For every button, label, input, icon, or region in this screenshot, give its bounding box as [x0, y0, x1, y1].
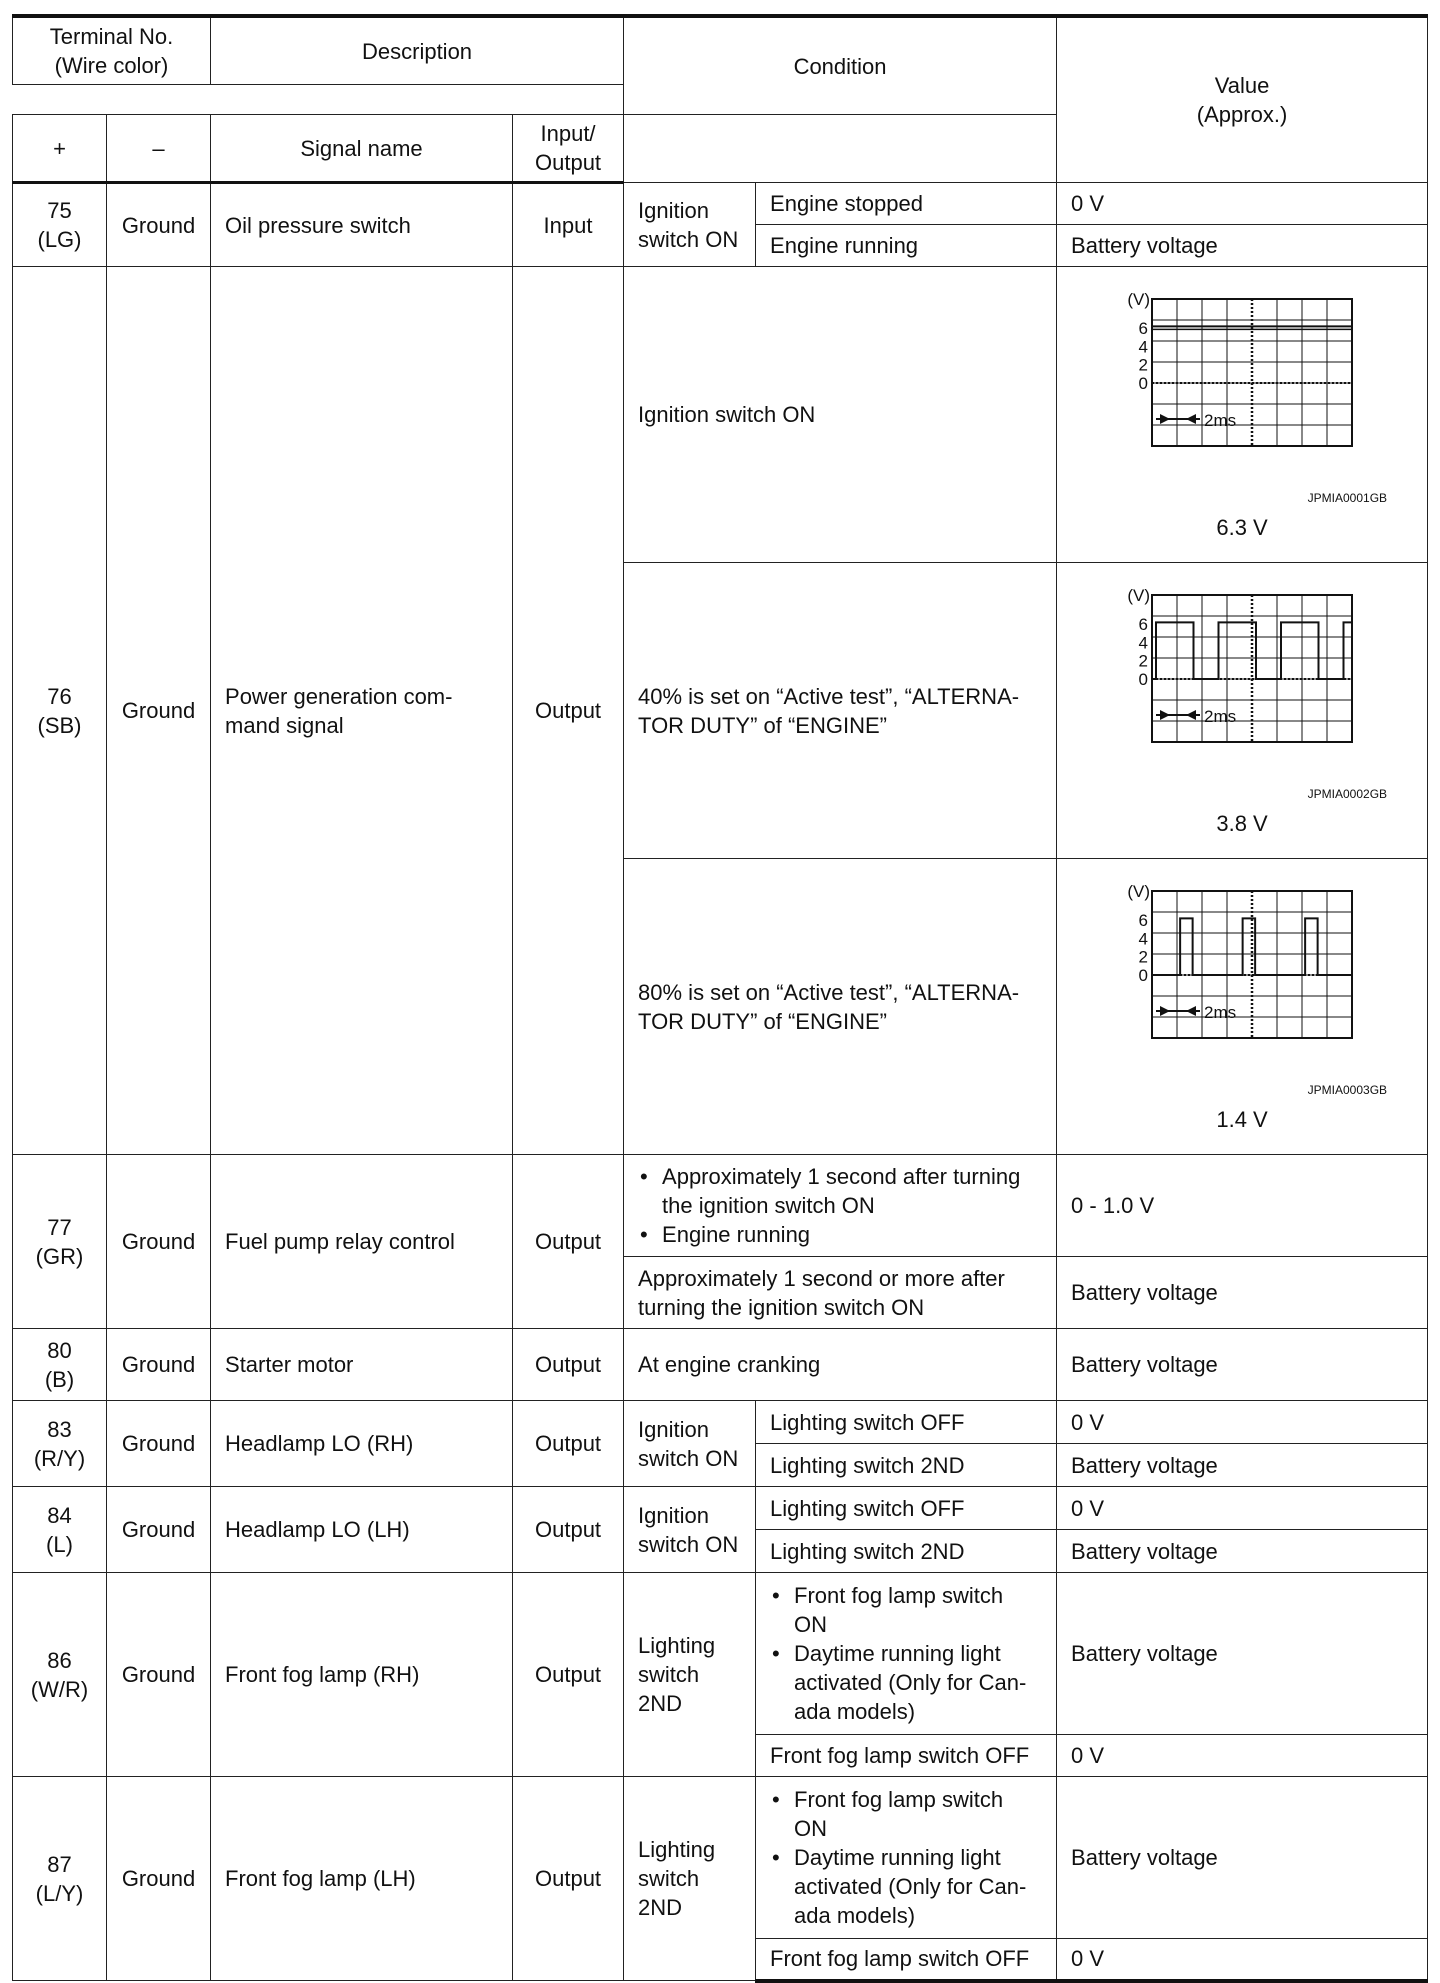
terminal-number: 84 — [47, 1502, 72, 1528]
waveform-value: 3.8 V — [1216, 811, 1268, 837]
condition-line: 2ND — [638, 1691, 683, 1717]
table-row — [13, 1401, 1428, 1444]
condition-bullet-list — [638, 1162, 1042, 1249]
y-tick-label: 4 — [1138, 337, 1149, 357]
y-tick-label: 6 — [1138, 615, 1149, 635]
y-tick-label: 0 — [1138, 374, 1149, 394]
y-unit-label: (V) — [1127, 882, 1151, 902]
terminal-cell — [13, 1155, 107, 1329]
wire-color: (B) — [44, 1366, 75, 1392]
y-tick-label: 0 — [1138, 966, 1149, 986]
condition-line: Ignition — [638, 197, 709, 223]
time-scale-label: 2ms — [1204, 707, 1237, 727]
waveform-cell — [1057, 859, 1428, 1155]
terminal-cell — [13, 1777, 107, 1981]
terminal-number: 86 — [47, 1647, 72, 1673]
terminal-cell — [13, 1573, 107, 1777]
value-cell: Battery voltage — [1057, 1573, 1428, 1735]
terminal-spec-table-container — [12, 14, 1427, 1983]
io-cell: Output — [513, 1487, 624, 1573]
condition-line: TOR DUTY” of “ENGINE” — [638, 1008, 887, 1034]
waveform-value: 1.4 V — [1216, 1107, 1268, 1133]
header-input-label: Input/ — [540, 121, 596, 147]
wire-color: (R/Y) — [33, 1445, 86, 1471]
terminal-cell — [13, 1487, 107, 1573]
wire-color: (W/R) — [30, 1676, 89, 1702]
condition-line: Ignition — [638, 1502, 709, 1528]
table-row — [13, 1777, 1428, 1939]
ground-cell: Ground — [107, 183, 211, 267]
condition-sub-cell: Engine stopped — [756, 183, 1057, 225]
signal-trace — [1152, 623, 1352, 680]
condition-line: turning the ignition switch ON — [638, 1294, 925, 1320]
condition-main-cell — [624, 1487, 756, 1573]
table-row — [13, 1155, 1428, 1257]
y-tick-label: 6 — [1138, 319, 1149, 339]
condition-main-cell — [624, 1401, 756, 1487]
wire-color: (SB) — [37, 712, 82, 738]
y-tick-label: 2 — [1138, 651, 1149, 671]
wire-color: (GR) — [35, 1243, 84, 1269]
header-plus: + — [13, 115, 107, 183]
table-row — [13, 1573, 1428, 1735]
header-input-output — [513, 115, 624, 183]
value-cell: 0 V — [1057, 1735, 1428, 1777]
header-minus: – — [107, 115, 211, 183]
header-terminal-no — [13, 16, 211, 85]
list-item — [638, 1162, 1042, 1220]
condition-sub-cell: Lighting switch 2ND — [756, 1444, 1057, 1487]
value-cell: Battery voltage — [1057, 225, 1428, 267]
signal-name-line: Power generation com- — [225, 683, 453, 709]
value-cell: Battery voltage — [1057, 1777, 1428, 1939]
time-marker-arrow-left — [1186, 710, 1196, 720]
bullet-line: Daytime running light — [794, 1845, 1001, 1871]
terminal-number: 80 — [47, 1337, 72, 1363]
condition-line: switch — [638, 1866, 700, 1892]
bullet-line: activated (Only for Can- — [794, 1874, 1027, 1900]
list-item — [770, 1639, 1042, 1726]
condition-main-cell — [624, 1573, 756, 1777]
condition-line: switch — [638, 1662, 700, 1688]
bullet-line: the ignition switch ON — [662, 1193, 875, 1219]
io-cell: Output — [513, 1155, 624, 1329]
condition-line: Ignition — [638, 1416, 709, 1442]
signal-name-cell: Headlamp LO (LH) — [211, 1487, 513, 1573]
condition-sub-cell: Lighting switch OFF — [756, 1401, 1057, 1444]
value-cell: 0 - 1.0 V — [1057, 1155, 1428, 1257]
time-marker-arrow-right — [1160, 710, 1170, 720]
io-cell: Output — [513, 1401, 624, 1487]
waveform-value: 6.3 V — [1216, 515, 1268, 541]
condition-sub-cell: Engine running — [756, 225, 1057, 267]
io-cell: Output — [513, 1329, 624, 1401]
bullet-line: activated (Only for Can- — [794, 1670, 1027, 1696]
header-value — [1057, 16, 1428, 183]
signal-name-cell: Oil pressure switch — [211, 183, 513, 267]
condition-cell — [624, 1257, 1057, 1329]
waveform-cell — [1057, 267, 1428, 563]
signal-name-cell — [211, 267, 513, 1155]
y-tick-label: 2 — [1138, 947, 1149, 967]
condition-sub-cell: Lighting switch OFF — [756, 1487, 1057, 1530]
condition-line: switch ON — [638, 1531, 739, 1557]
terminal-number: 83 — [47, 1416, 72, 1442]
ground-cell: Ground — [107, 1573, 211, 1777]
condition-sub-cell: Lighting switch 2ND — [756, 1530, 1057, 1573]
value-cell: 0 V — [1057, 1939, 1428, 1981]
condition-cell — [624, 1155, 1057, 1257]
signal-name-cell: Headlamp LO (RH) — [211, 1401, 513, 1487]
condition-line: 40% is set on “Active test”, “ALTERNA- — [638, 683, 1020, 709]
terminal-number: 87 — [47, 1851, 72, 1877]
condition-cell — [624, 563, 1057, 859]
header-value-label: Value — [1214, 73, 1270, 99]
condition-line: TOR DUTY” of “ENGINE” — [638, 712, 887, 738]
ground-cell: Ground — [107, 1401, 211, 1487]
time-scale-label: 2ms — [1204, 411, 1237, 431]
signal-trace — [1152, 919, 1352, 976]
waveform-code: JPMIA0003GB — [1307, 1083, 1388, 1098]
bullet-line: ON — [794, 1816, 828, 1842]
terminal-cell — [13, 183, 107, 267]
bullet-line: ON — [794, 1612, 828, 1638]
header-output-label: Output — [535, 150, 602, 176]
oscilloscope-waveform-80pct — [1092, 879, 1392, 1079]
terminal-spec-table — [12, 14, 1428, 1983]
y-unit-label: (V) — [1127, 586, 1151, 606]
table-row — [13, 1487, 1428, 1530]
condition-main-cell — [624, 183, 756, 267]
bullet-line: ada models) — [794, 1699, 916, 1725]
terminal-number: 75 — [47, 198, 72, 224]
header-terminal-label: Terminal No. — [49, 24, 174, 49]
io-cell: Output — [513, 1777, 624, 1981]
list-item — [770, 1843, 1042, 1930]
bullet-line: Daytime running light — [794, 1641, 1001, 1667]
condition-cell: At engine cranking — [624, 1329, 1057, 1401]
oscilloscope-waveform-40pct — [1092, 583, 1392, 783]
terminal-cell — [13, 1329, 107, 1401]
signal-name-line: mand signal — [225, 712, 344, 738]
wire-color: (LG) — [37, 227, 82, 253]
condition-line: switch ON — [638, 1445, 739, 1471]
oscilloscope-waveform-6v — [1092, 287, 1392, 487]
header-signal-name: Signal name — [211, 115, 513, 183]
y-unit-label: (V) — [1127, 290, 1151, 310]
terminal-cell — [13, 267, 107, 1155]
condition-line: Lighting — [638, 1837, 716, 1863]
value-cell: Battery voltage — [1057, 1530, 1428, 1573]
condition-bullet-list — [770, 1785, 1042, 1930]
y-tick-label: 0 — [1138, 670, 1149, 690]
waveform-code: JPMIA0002GB — [1307, 787, 1388, 802]
condition-line: Approximately 1 second or more after — [638, 1265, 1005, 1291]
value-cell: Battery voltage — [1057, 1444, 1428, 1487]
waveform-code: JPMIA0001GB — [1307, 491, 1388, 506]
time-marker-arrow-left — [1186, 1006, 1196, 1016]
signal-name-cell: Front fog lamp (LH) — [211, 1777, 513, 1981]
bullet-line: Engine running — [662, 1222, 811, 1248]
condition-line: 2ND — [638, 1895, 683, 1921]
terminal-cell — [13, 1401, 107, 1487]
condition-sub-cell: Front fog lamp switch OFF — [756, 1939, 1057, 1981]
value-cell: Battery voltage — [1057, 1257, 1428, 1329]
bullet-line: Approximately 1 second after turning — [662, 1164, 1021, 1190]
io-cell: Output — [513, 267, 624, 1155]
header-condition: Condition — [624, 16, 1057, 115]
ground-cell: Ground — [107, 1487, 211, 1573]
terminal-number: 77 — [47, 1214, 72, 1240]
y-tick-label: 4 — [1138, 929, 1149, 949]
time-marker-arrow-right — [1160, 414, 1170, 424]
signal-name-cell: Fuel pump relay control — [211, 1155, 513, 1329]
bullet-line: ada models) — [794, 1903, 916, 1929]
condition-main-cell — [624, 1777, 756, 1981]
signal-name-cell: Front fog lamp (RH) — [211, 1573, 513, 1777]
table-row — [13, 183, 1428, 225]
terminal-number: 76 — [47, 683, 72, 709]
time-marker-arrow-left — [1186, 414, 1196, 424]
ground-cell: Ground — [107, 267, 211, 1155]
ground-cell: Ground — [107, 1155, 211, 1329]
time-marker-arrow-right — [1160, 1006, 1170, 1016]
y-tick-label: 6 — [1138, 911, 1149, 931]
list-item — [770, 1581, 1042, 1639]
condition-cell — [624, 859, 1057, 1155]
waveform-cell — [1057, 563, 1428, 859]
condition-line: 80% is set on “Active test”, “ALTERNA- — [638, 979, 1020, 1005]
table-row — [13, 267, 1428, 563]
ground-cell: Ground — [107, 1777, 211, 1981]
header-approx-label: (Approx.) — [1196, 102, 1288, 128]
time-scale-label: 2ms — [1204, 1003, 1237, 1023]
condition-line: Lighting — [638, 1633, 716, 1659]
bullet-line: Front fog lamp switch — [794, 1583, 1004, 1609]
value-cell: 0 V — [1057, 1487, 1428, 1530]
signal-name-cell: Starter motor — [211, 1329, 513, 1401]
condition-cell: Ignition switch ON — [624, 267, 1057, 563]
condition-sub-cell — [756, 1573, 1057, 1735]
io-cell: Input — [513, 183, 624, 267]
value-cell: 0 V — [1057, 1401, 1428, 1444]
table-row — [13, 1329, 1428, 1401]
wire-color: (L) — [46, 1531, 73, 1557]
list-item — [770, 1785, 1042, 1843]
ground-cell: Ground — [107, 1329, 211, 1401]
wire-color: (L/Y) — [35, 1880, 84, 1906]
condition-bullet-list — [770, 1581, 1042, 1726]
value-cell: Battery voltage — [1057, 1329, 1428, 1401]
condition-line: switch ON — [638, 226, 739, 252]
condition-sub-cell — [756, 1777, 1057, 1939]
header-description: Description — [211, 16, 624, 85]
header-wire-color-label: (Wire color) — [54, 53, 169, 79]
y-tick-label: 2 — [1138, 355, 1149, 375]
io-cell: Output — [513, 1573, 624, 1777]
bullet-line: Front fog lamp switch — [794, 1787, 1004, 1813]
y-tick-label: 4 — [1138, 633, 1149, 653]
list-item — [638, 1220, 1042, 1249]
value-cell: 0 V — [1057, 183, 1428, 225]
condition-sub-cell: Front fog lamp switch OFF — [756, 1735, 1057, 1777]
